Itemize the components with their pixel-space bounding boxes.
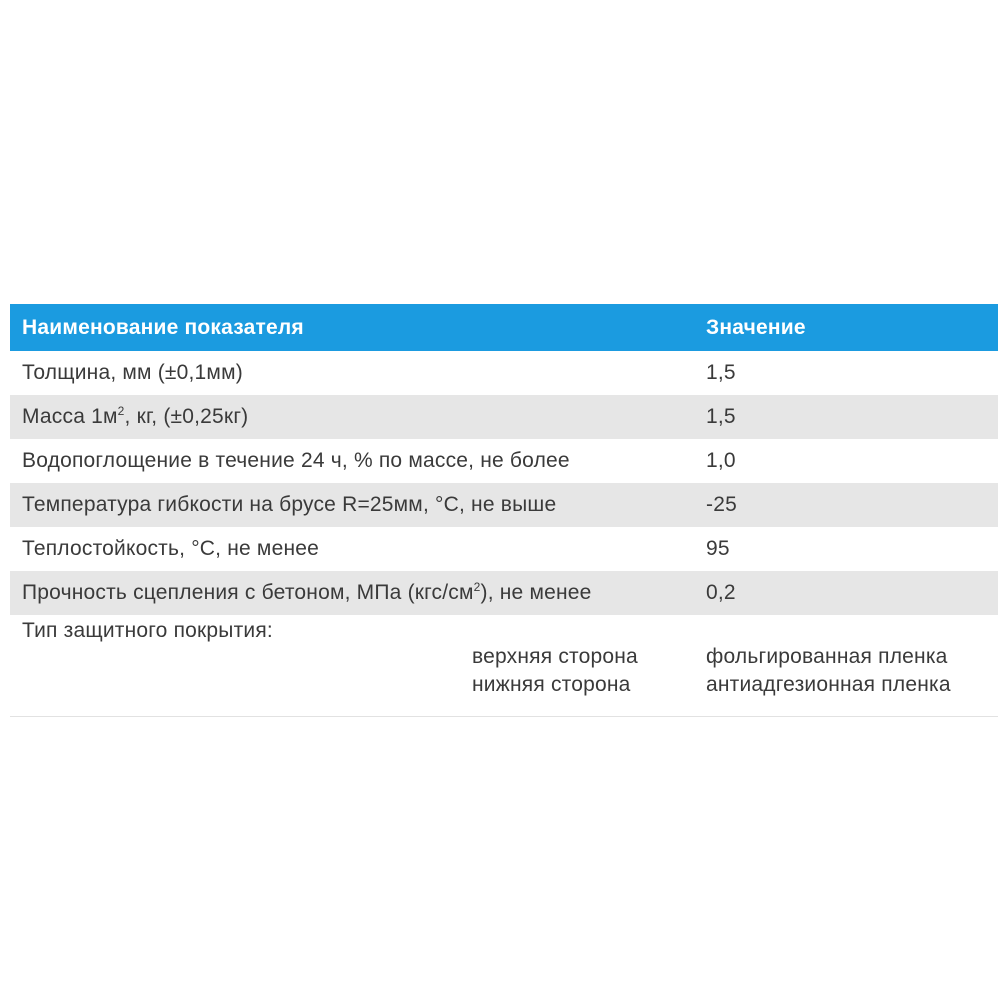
row-name: Температура гибкости на брусе R=25мм, °С, не выше [22,493,557,516]
row-value: 1,5 [706,405,736,428]
coating-top-label: верхняя сторона [472,645,638,668]
table-row [10,571,998,615]
row-name: Масса $1м^2$, кг, (±0,25кг) [22,404,249,428]
header-value-column: Значение [706,315,806,339]
row-name: Прочность сцепления с бетоном, МПа $(кгс/см^2)$, не менее [22,580,592,604]
table-row [10,483,998,527]
header-name-column: Наименование показателя [22,315,304,339]
table-row [10,527,998,571]
row-name: Водопоглощение в течение 24 ч, % по массе, не более [22,449,570,472]
row-value: 0,2 [706,581,736,604]
row-name: Толщина, мм (±0,1мм) [22,361,243,384]
table-row [10,395,998,439]
row-value: 95 [706,537,730,560]
row-value: -25 [706,493,737,516]
coating-row [10,615,998,717]
coating-top-value: фольгированная пленка [706,645,948,668]
row-value: 1,5 [706,361,736,384]
table-header [10,304,998,351]
coating-bottom-value: антиадгезионная пленка [706,673,951,696]
table-row [10,351,998,395]
coating-title: Тип защитного покрытия: [22,619,273,642]
specs-table [10,304,998,717]
table-row [10,439,998,483]
row-value: 1,0 [706,449,736,472]
row-name: Теплостойкость, °С, не менее [22,537,320,560]
coating-bottom-label: нижняя сторона [472,673,631,696]
